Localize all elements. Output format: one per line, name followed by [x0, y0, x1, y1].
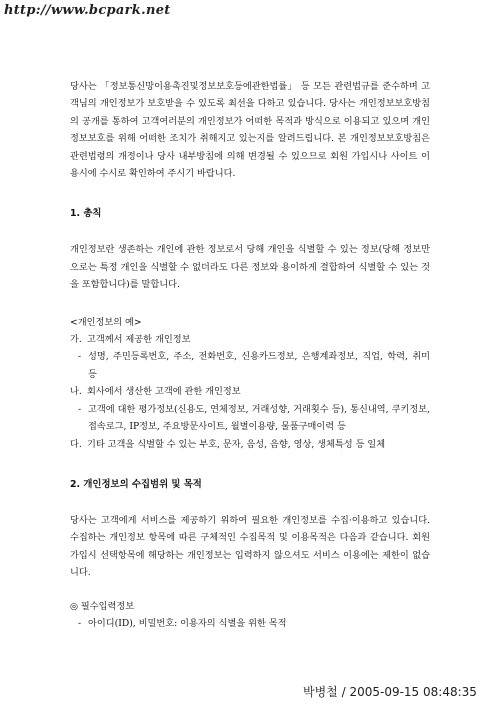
list-marker: -	[78, 617, 82, 629]
required-info-title: ◎ 필수입력정보	[70, 600, 135, 612]
list-marker: -	[78, 403, 82, 415]
list-item	[70, 436, 430, 453]
list-text: 성명, 주민등록번호, 주소, 전화번호, 신용카드정보, 은행계좌정보, 직업, 학력, 취미 등	[88, 351, 430, 380]
section1-title: 1. 총칙	[70, 208, 102, 220]
intro-paragraph: 당사는 「정보통신망이용촉진및정보보호등에관한법률」 등 모든 관련법규를 준수하며 고객님의 개인정보가 보호받을 수 있도록 최선을 다하고 있습니다. 당사는 개인정보보호방침의 공개를 통하여 고객여러분의 개인정보가 어떠한 목적과 방식으로 이용되고 있으며 개인정보보호를 위해 어떠한 조치가 취해지고 있는지를 알려드립니다. 본 개인정보보호방침은 관련법령의 개정이나 당사 내부방침에 의해 변경될 수 있으므로 회원 가입시나 사이트 이용시에 수시로 확인하여 주시기 바랍니다.	[70, 81, 430, 180]
section2-paragraph: 당사는 고객에게 서비스를 제공하기 위하여 필요한 개인정보를 수집·이용하고 있습니다. 수집하는 개인정보 항목에 따른 구체적인 수집목적 및 이용목적은 다음과 같습니다. 회원가입시 선택항목에 해당하는 개인정보는 입력하지 않으셔도 서비스 이용에는 제한이 없습니다.	[70, 514, 430, 579]
list-text: 아이디(ID), 비밀번호: 이용자의 식별을 위한 목적	[88, 617, 287, 629]
section2-title: 2. 개인정보의 수집범위 및 목적	[70, 478, 202, 490]
section2	[70, 478, 430, 632]
author-timestamp: 박병철 / 2005-09-15 08:48:35	[303, 685, 477, 699]
list-item	[70, 615, 430, 632]
list-marker: 다.	[70, 438, 82, 450]
list-item	[70, 401, 430, 436]
site-watermark: http://www.bcpark.net	[4, 3, 171, 18]
list-item	[70, 331, 430, 348]
list-text: 기타 고객을 식별할 수 있는 부호, 문자, 음성, 음향, 영상, 생체특성 등 일체	[87, 438, 386, 450]
list-item	[70, 348, 430, 383]
list-marker: -	[78, 351, 82, 363]
list-text: 고객에 대한 평가정보(신용도, 연체정보, 거래성향, 거래횟수 등), 통신내역, 쿠키정보, 접속로그, IP정보, 주요방문사이트, 월별이용량, 물품구매이력 등	[88, 403, 430, 433]
document-body	[70, 78, 430, 632]
list-marker: 가.	[70, 334, 82, 346]
section1-paragraph: 개인정보란 생존하는 개인에 관한 정보로서 당해 개인을 식별할 수 있는 정보(당해 정보만으로는 특정 개인을 식별할 수 없더라도 다른 정보와 용이하게 결합하여 식별할 수 있는 것을 포함합니다)를 말합니다.	[70, 244, 430, 291]
list-item	[70, 383, 430, 400]
list-text: 고객께서 제공한 개인정보	[87, 334, 191, 346]
list-marker: 나.	[70, 386, 82, 398]
list-text: 회사에서 생산한 고객에 관한 개인정보	[87, 386, 241, 398]
examples-title: <개인정보의 예>	[70, 316, 142, 328]
